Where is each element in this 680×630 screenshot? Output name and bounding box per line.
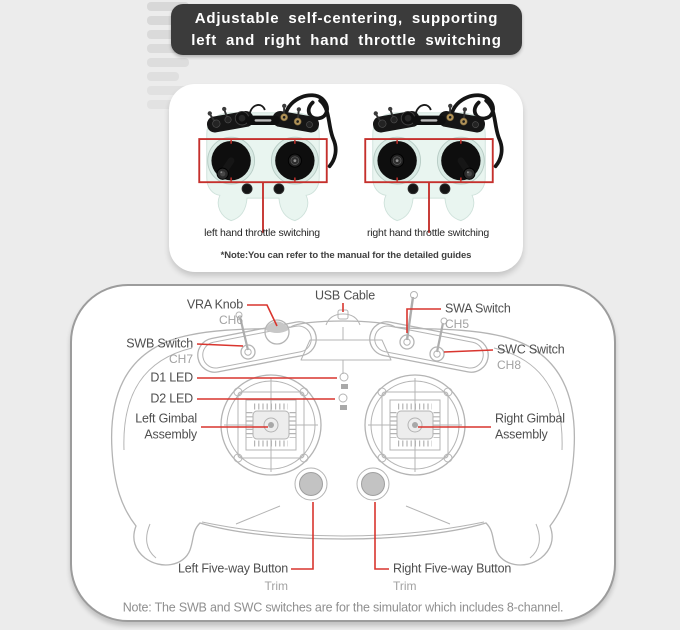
right-fiveway-drawing	[357, 468, 389, 500]
label-left-gimbal-1: Left Gimbal	[135, 411, 197, 426]
antenna-wire	[250, 105, 265, 113]
usb-connector-drawing	[326, 310, 360, 325]
left-pod-drawing	[195, 319, 319, 375]
manual-note: *Note:You can refer to the manual for the detailed guides	[220, 250, 472, 261]
brand-badge-text-blur	[255, 119, 272, 121]
strip-bar	[147, 72, 179, 81]
right-throttle-caption: right hand throttle switching	[366, 227, 490, 239]
right-gimbal-drawing	[365, 375, 465, 475]
antenna-wire	[416, 105, 431, 113]
label-vra-channel: CH6	[218, 313, 243, 328]
label-swb-switch: SWB Switch	[126, 336, 193, 351]
label-left-gimbal-2: Assembly	[144, 427, 197, 442]
label-swc-channel: CH8	[497, 358, 522, 373]
label-vra-knob: VRA Knob	[186, 297, 243, 312]
label-swa-channel: CH5	[445, 317, 470, 332]
right-fiveway-photo	[440, 184, 450, 194]
headline-line2: left and right hand throttle switching	[191, 31, 502, 49]
label-swb-channel: CH7	[168, 352, 193, 367]
swa-toggle-drawing	[400, 292, 418, 350]
d1-led-drawing	[340, 373, 348, 389]
throttle-switching-panel	[169, 84, 523, 272]
headline-line1: Adjustable self-centering, supporting	[194, 9, 499, 27]
controller-photo-left-throttle	[188, 92, 338, 233]
left-fiveway-photo	[408, 184, 418, 194]
brand-badge-text-blur	[421, 119, 438, 121]
left-fiveway-photo	[242, 184, 252, 194]
left-gimbal-photo	[208, 137, 255, 184]
label-d2-led: D2 LED	[150, 391, 193, 406]
diagram-note: Note: The SWB and SWC switches are for the simulator which includes 8-channel.	[122, 600, 564, 615]
label-left-fiveway: Left Five-way Button	[178, 561, 288, 576]
parts-diagram-panel	[70, 284, 616, 622]
label-right-fiveway: Right Five-way Button	[393, 561, 512, 576]
label-d1-led: D1 LED	[150, 370, 193, 385]
label-right-gimbal-2: Assembly	[495, 427, 548, 442]
parts-diagram	[70, 284, 616, 622]
d2-led-drawing	[339, 394, 347, 410]
headline-banner	[171, 4, 522, 55]
label-left-fiveway-trim: Trim	[264, 579, 288, 594]
left-throttle-caption: left hand throttle switching	[204, 227, 320, 239]
label-swc-switch: SWC Switch	[497, 342, 565, 357]
left-gimbal-drawing	[221, 375, 321, 475]
right-gimbal-photo	[271, 137, 318, 184]
left-fiveway-drawing	[295, 468, 327, 500]
label-right-gimbal-1: Right Gimbal	[495, 411, 565, 426]
right-gimbal-photo	[437, 137, 484, 184]
center-plate-drawing	[301, 340, 391, 360]
label-usb-cable: USB Cable	[314, 288, 376, 303]
strip-bar	[147, 58, 189, 67]
label-swa-switch: SWA Switch	[445, 301, 511, 316]
right-fiveway-photo	[274, 184, 284, 194]
controller-photo-right-throttle	[354, 92, 504, 233]
label-right-fiveway-trim: Trim	[393, 579, 417, 594]
left-gimbal-photo	[374, 137, 421, 184]
